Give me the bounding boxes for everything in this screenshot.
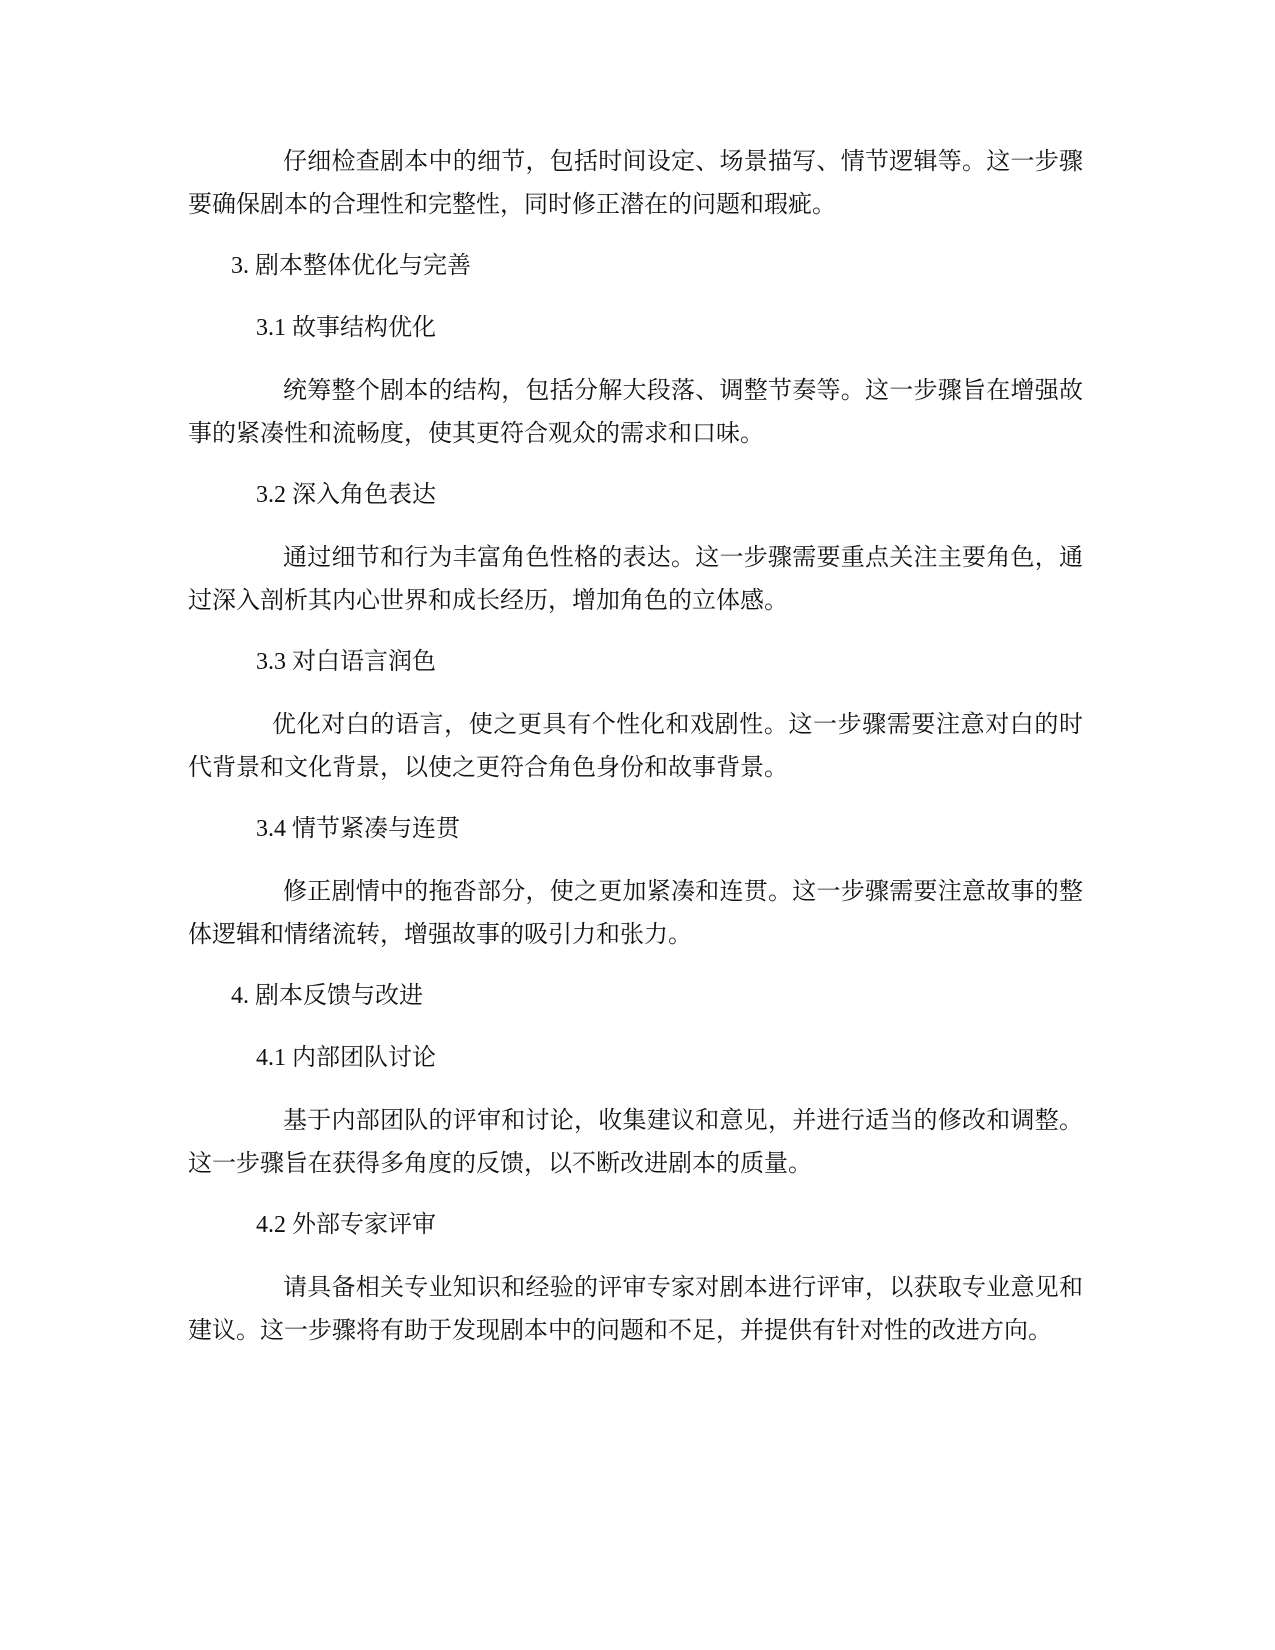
subsection-heading-3-2: 3.2 深入角色表达 <box>256 482 436 508</box>
paragraph-3-3: 优化对白的语言，使之更具有个性化和戏剧性。这一步骤需要注意对白的时代背景和文化背景，以使之更符合角色身份和故事背景。 <box>188 710 1083 781</box>
paragraph-3-4: 修正剧情中的拖沓部分，使之更加紧凑和连贯。这一步骤需要注意故事的整体逻辑和情绪流转，增强故事的吸引力和张力。 <box>188 877 1083 948</box>
document-body <box>188 140 1083 1371</box>
subsection-heading-3-1: 3.1 故事结构优化 <box>256 315 436 341</box>
paragraph-4-2: 请具备相关专业知识和经验的评审专家对剧本进行评审，以获取专业意见和建议。这一步骤将有助于发现剧本中的问题和不足，并提供有针对性的改进方向。 <box>188 1273 1083 1344</box>
paragraph-3-2: 通过细节和行为丰富角色性格的表达。这一步骤需要重点关注主要角色，通过深入剖析其内心世界和成长经历，增加角色的立体感。 <box>188 543 1083 614</box>
paragraph-4-1: 基于内部团队的评审和讨论，收集建议和意见，并进行适当的修改和调整。这一步骤旨在获得多角度的反馈，以不断改进剧本的质量。 <box>188 1106 1083 1177</box>
paragraph-detail-check: 仔细检查剧本中的细节，包括时间设定、场景描写、情节逻辑等。这一步骤要确保剧本的合理性和完整性，同时修正潜在的问题和瑕疵。 <box>188 147 1083 218</box>
subsection-heading-4-2: 4.2 外部专家评审 <box>256 1212 436 1238</box>
paragraph-3-1: 统筹整个剧本的结构，包括分解大段落、调整节奏等。这一步骤旨在增强故事的紧凑性和流畅度，使其更符合观众的需求和口味。 <box>188 376 1083 447</box>
subsection-heading-3-4: 3.4 情节紧凑与连贯 <box>256 816 460 842</box>
subsection-heading-3-3: 3.3 对白语言润色 <box>256 649 436 675</box>
subsection-heading-4-1: 4.1 内部团队讨论 <box>256 1045 436 1071</box>
section-heading-4: 4. 剧本反馈与改进 <box>231 983 423 1009</box>
section-heading-3: 3. 剧本整体优化与完善 <box>231 253 471 279</box>
